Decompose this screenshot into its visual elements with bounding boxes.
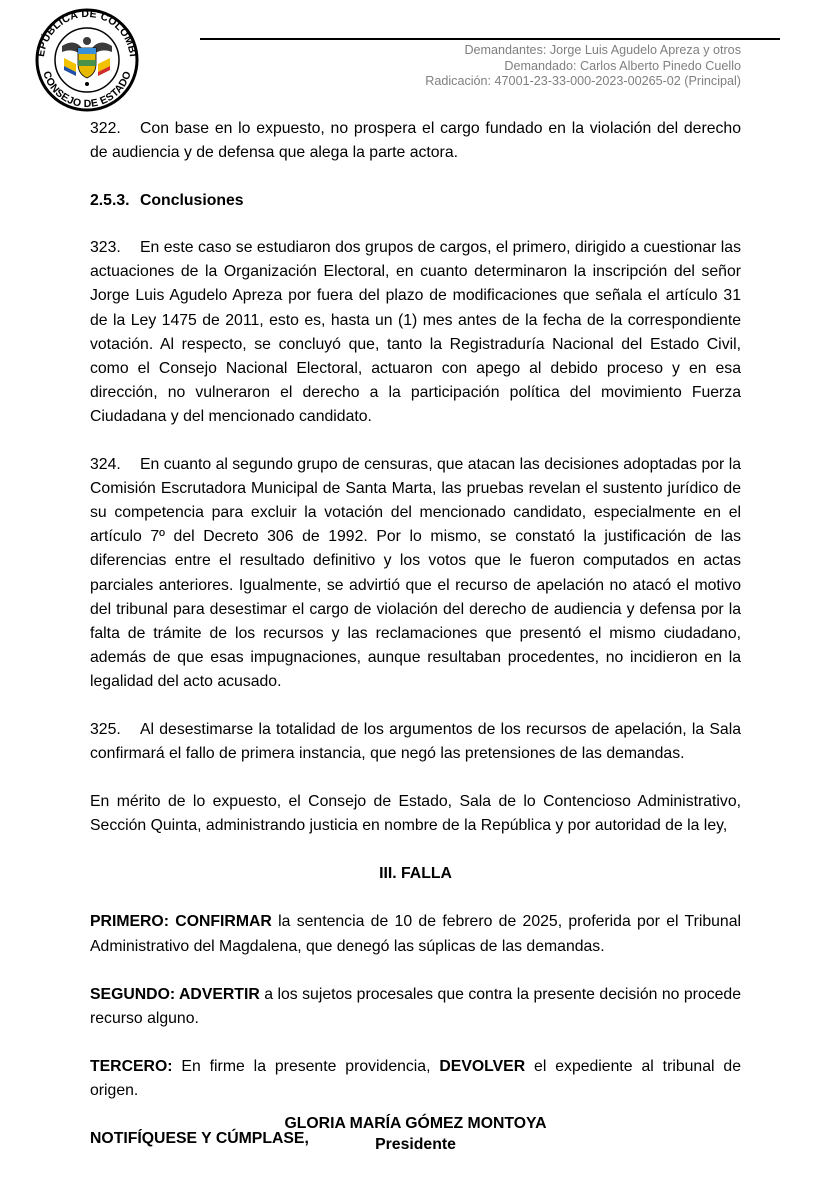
paragraph-323 xyxy=(90,236,741,429)
paragraph-text: En cuanto al segundo grupo de censuras, que atacan las decisiones adoptadas por la Comisión Escrutadora Municipal de Santa Marta, las pruebas revelan el sustento jurídico de su competencia para excluir la votación del mencionado candidato, especialmente en el artículo 7º del Decreto 306 de 1992. Por lo mismo, se constató la justificación de las diferencias entre el resultado definitivo y los votos que le fueron computados en actas parciales anteriores. Igualmente, se advirtió que el recurso de apelación no atacó el motivo del tribunal para desestimar el cargo de violación del derecho de audiencia y defensa por la falta de trámite de los recursos y las reclamaciones que presentó el mismo ciudadano, además de que esas impugnaciones, aunque resultaban procedentes, no incidieron en la legalidad del acto acusado. xyxy=(90,456,741,690)
plaintiffs-line: Demandantes: Jorge Luis Agudelo Apreza y otros xyxy=(464,43,741,57)
defendant-line: Demandado: Carlos Alberto Pinedo Cuello xyxy=(504,58,741,73)
segundo-label: SEGUNDO: ADVERTIR xyxy=(90,985,260,1003)
tercero-text-b: el expediente al tribunal de origen. xyxy=(90,1057,741,1099)
svg-text:REPÚBLICA DE COLOMBIA: EPÚBLICA DE COLOMBI xyxy=(35,8,139,58)
paragraph-text: Al desestimarse la totalidad de los argumentos de los recursos de apelación, la Sala confirmará el fallo de primera instancia, que negó las pretensiones de las demandas. xyxy=(90,720,741,763)
tercero-label: TERCERO: xyxy=(90,1057,173,1075)
paragraph-number: 324. xyxy=(90,456,121,474)
section-number: 2.5.3. xyxy=(90,192,130,210)
document-body xyxy=(90,117,741,1175)
segundo-resolution xyxy=(90,983,741,1031)
paragraph-text: En este caso se estudiaron dos grupos de cargos, el primero, dirigido a cuestionar las actuaciones de la Organización Electoral, en cuanto determinaron la inscripción del señor Jorge Luis Agudelo Apreza por fuera del plazo de modificaciones que señala el artículo 31 de la Ley 1475 de 2011, esto es, hasta un (1) mes antes de la fecha de la correspondiente votación. Al respecto, se concluyó que, tanto la Registraduría Nacional del Estado Civil, como el Consejo Nacional Electoral, actuaron con apego al debido proceso y en esa dirección, no vulneraron el derecho a la participación política del movimiento Fuerza Ciudadana y del mencionado candidato. xyxy=(90,239,741,425)
paragraph-text: Con base en lo expuesto, no prospera el cargo fundado en la violación del derecho de audiencia y de defensa que alega la parte actora. xyxy=(90,120,741,162)
signatory-name: GLORIA MARÍA GÓMEZ MONTOYA xyxy=(284,1115,547,1132)
primero-label: PRIMERO: CONFIRMAR xyxy=(90,913,272,931)
primero-text: la sentencia de 10 de febrero de 2025, proferida por el Tribunal Administrativo del Magdalena, que denegó las súplicas de las demandas. xyxy=(90,913,741,955)
tercero-action: DEVOLVER xyxy=(439,1057,526,1075)
notifiquese-line: NOTIFÍQUESE Y CÚMPLASE, xyxy=(90,1130,309,1147)
case-header xyxy=(425,43,741,90)
merito-paragraph: En mérito de lo expuesto, el Consejo de Estado, Sala de lo Contencioso Administrativo, Sección Quinta, administrando justicia en nombre de la República y por autoridad de la ley, xyxy=(90,793,741,835)
tercero-text-a: En firme la presente providencia, xyxy=(172,1057,440,1075)
header-rule xyxy=(200,38,780,40)
signatory-role: Presidente xyxy=(375,1136,456,1153)
paragraph-325 xyxy=(90,718,741,766)
section-title: Conclusiones xyxy=(140,192,244,210)
paragraph-number: 323. xyxy=(90,239,121,257)
tercero-resolution xyxy=(90,1055,741,1103)
segundo-text: a los sujetos procesales que contra la presente decisión no procede recurso alguno. xyxy=(90,985,741,1027)
paragraph-number: 322. xyxy=(90,120,121,137)
svg-text:CONSEJO DE ESTADO: CONSEJO DE ESTADO xyxy=(40,69,134,111)
falla-title: III. FALLA xyxy=(379,865,452,883)
section-heading xyxy=(90,189,741,213)
paragraph-322 xyxy=(90,117,741,165)
paragraph-number: 325. xyxy=(90,720,121,738)
primero-resolution xyxy=(90,910,741,958)
paragraph-324 xyxy=(90,453,741,694)
case-number-line: Radicación: 47001-23-33-000-2023-00265-02 (Principal) xyxy=(425,74,741,88)
signature-block xyxy=(90,1113,741,1155)
consejo-de-estado-seal xyxy=(22,8,152,113)
